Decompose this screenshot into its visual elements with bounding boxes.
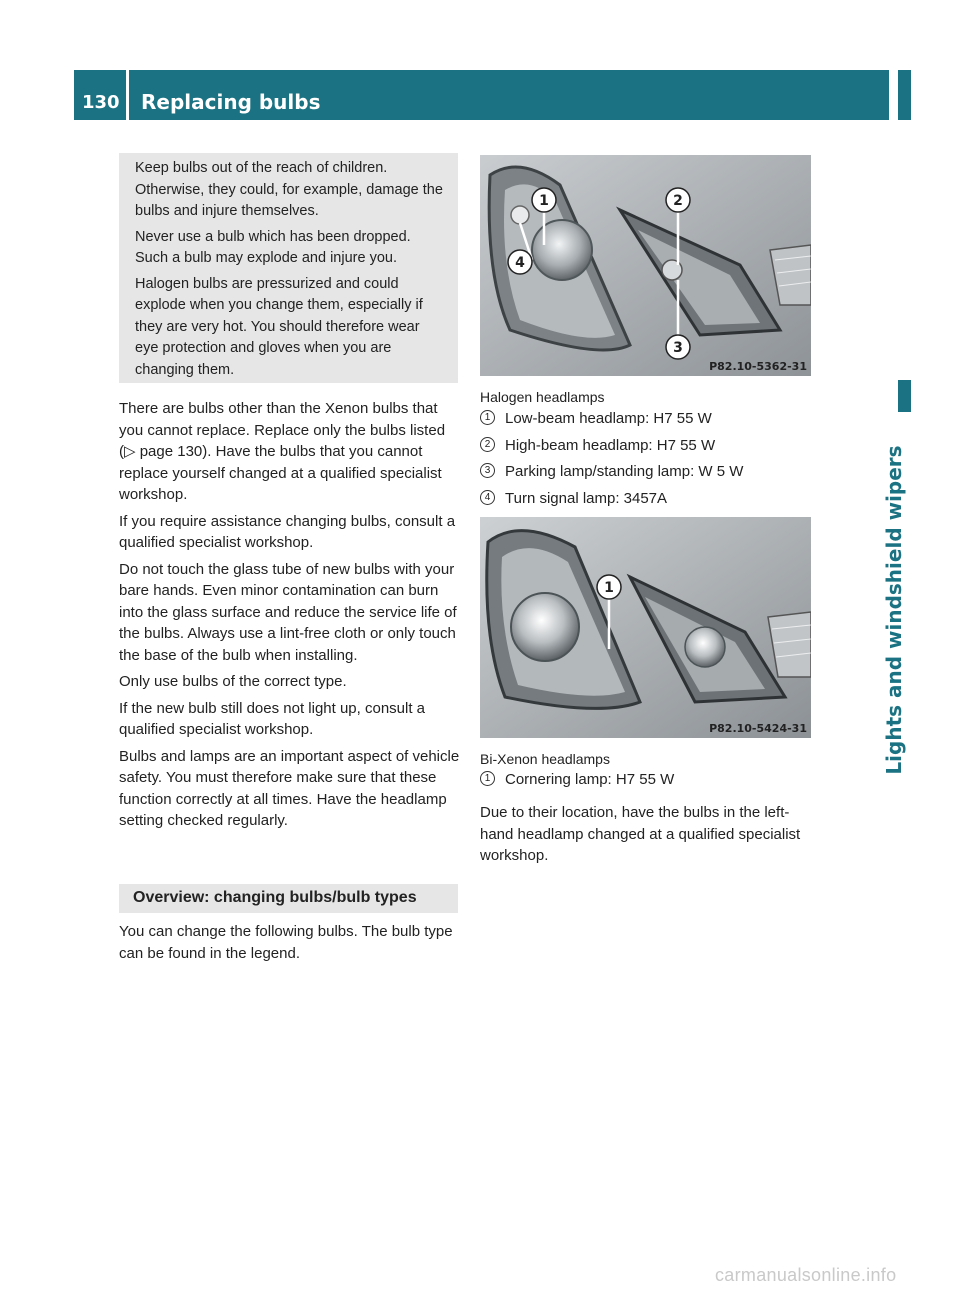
footer-watermark: carmanualsonline.info (715, 1265, 897, 1285)
marker-1-label: 1 (604, 580, 614, 596)
halogen-legend (480, 406, 743, 512)
legend-number: 4 (480, 490, 495, 505)
legend-text: Low-beam headlamp: H7 55 W (505, 410, 712, 427)
warning-paragraph: Halogen bulbs are pressurized and could explode when you change them, especially if they are very hot. You should therefore wear eye protection and gloves when you are changing them. (135, 275, 423, 378)
marker-2-label: 2 (673, 193, 683, 209)
overview-text-block (119, 921, 464, 969)
side-label (874, 440, 914, 780)
legend-number: 2 (480, 437, 495, 452)
bixenon-headlamp-illustration (480, 517, 811, 738)
side-label-text: Lights and windshield wipers (882, 445, 906, 775)
body-paragraph: Only use bulbs of the correct type. (119, 673, 347, 690)
bixenon-caption: Bi-Xenon headlamps (480, 751, 610, 767)
legend-text: Cornering lamp: H7 55 W (505, 771, 675, 788)
legend-number: 1 (480, 410, 495, 425)
marker-1-label: 1 (539, 193, 549, 209)
halogen-headlamp-illustration (480, 155, 811, 376)
legend-number: 1 (480, 771, 495, 786)
bixenon-legend (480, 767, 674, 794)
halogen-caption: Halogen headlamps (480, 389, 605, 405)
marker-3-label: 3 (673, 340, 683, 356)
warning-box (119, 153, 458, 383)
side-block (898, 380, 911, 412)
section-title: Replacing bulbs (141, 90, 321, 114)
marker-4-label: 4 (515, 255, 525, 271)
legend-item (480, 459, 743, 486)
side-tab (898, 70, 911, 120)
body-text (119, 398, 464, 837)
legend-text: Turn signal lamp: 3457A (505, 489, 668, 507)
header-divider (126, 70, 129, 120)
body-paragraph: Bulbs and lamps are an important aspect of vehicle safety. You must therefore make sure that these function correctly at all times. Have the headlamp setting checked regularly. (119, 747, 460, 829)
legend-text: Parking lamp/standing lamp: W 5 W (505, 463, 744, 480)
overview-heading: Overview: changing bulbs/bulb types (133, 889, 417, 906)
warning-paragraph: Keep bulbs out of the reach of children. Otherwise, they could, for example, damage the bulbs and injure themselves. (135, 160, 443, 219)
bixenon-note: Due to their location, have the bulbs in the left-hand headlamp changed at a qualified specialist workshop. (480, 804, 801, 864)
halogen-headlamp-photo (480, 155, 811, 376)
legend-item (480, 433, 743, 460)
legend-number: 3 (480, 463, 495, 478)
body-paragraph: There are bulbs other than the Xenon bulbs that you cannot replace. Replace only the bulbs listed (▷ page 130). Have the bulbs that you cannot replace yourself changed at a qualified specialist workshop. (119, 400, 446, 503)
legend-text: High-beam headlamp: H7 55 W (505, 436, 716, 454)
warning-paragraph: Never use a bulb which has been dropped. Such a bulb may explode and injure you. (135, 228, 411, 266)
legend-item (480, 486, 743, 513)
legend-item (480, 767, 674, 794)
legend-item (480, 406, 743, 433)
photo-code: P82.10-5362-31 (709, 360, 807, 373)
body-paragraph: If you require assistance changing bulbs, consult a qualified specialist workshop. (119, 512, 456, 551)
page-number: 130 (82, 92, 120, 113)
bixenon-headlamp-photo (480, 517, 811, 738)
body-paragraph: Do not touch the glass tube of new bulbs with your bare hands. Even minor contamination can burn into the glass surface and reduce the service life of the bulbs. Always use a lint-free cloth or only touch the base of the bulb when installing. (119, 560, 457, 664)
body-paragraph: If the new bulb still does not light up, consult a qualified specialist workshop. (119, 699, 426, 738)
photo-code: P82.10-5424-31 (709, 722, 807, 735)
overview-text: You can change the following bulbs. The bulb type can be found in the legend. (119, 923, 453, 962)
